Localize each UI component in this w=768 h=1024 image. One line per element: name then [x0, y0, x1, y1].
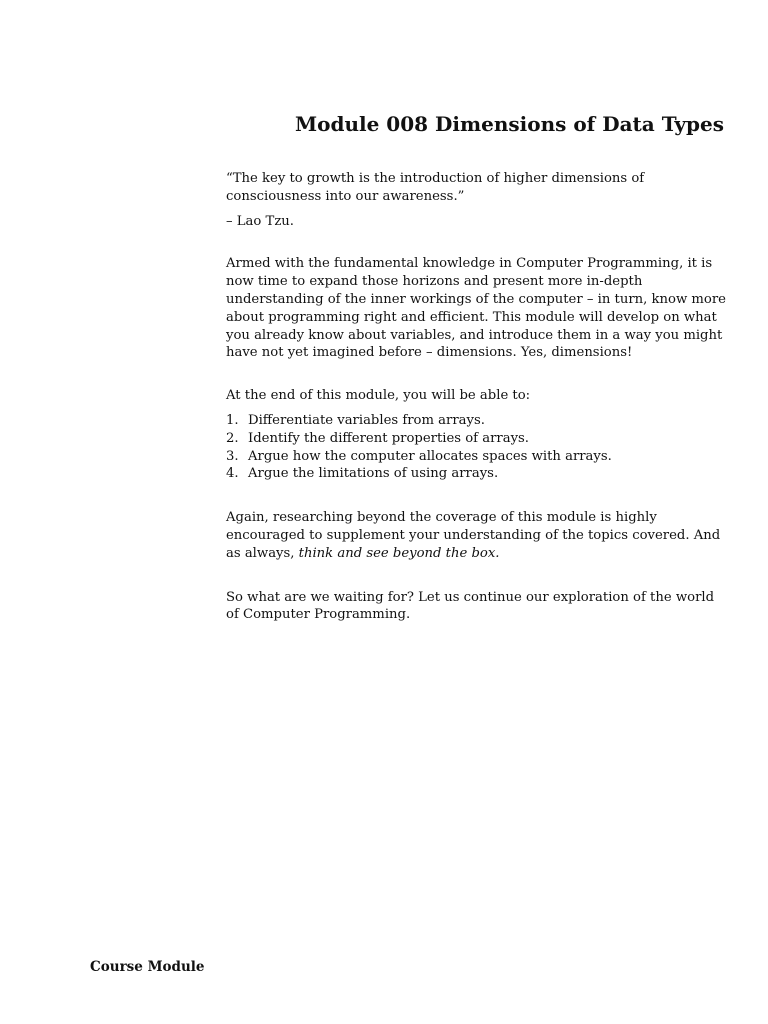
- closing-paragraph: So what are we waiting for? Let us continue our exploration of the world of Computer Programming.: [226, 589, 715, 623]
- objective-number: 2.: [226, 430, 239, 446]
- objective-text: Identify the different properties of arrays.: [248, 430, 529, 446]
- objective-text: Differentiate variables from arrays.: [248, 412, 485, 428]
- intro-paragraph: Armed with the fundamental knowledge in Computer Programming, it is now time to expand those horizons and present more in-depth understanding of the inner workings of the computer – in turn, know more about programming right and efficient. This module will develop on what you already know about variables, and introduce them in a way you might have not yet imagined before – dimensions. Yes, dimensions!: [226, 256, 726, 361]
- module-title: Module 008 Dimensions of Data Types: [295, 112, 724, 136]
- objective-item: [226, 412, 726, 430]
- epigraph-quote: “The key to growth is the introduction of higher dimensions of consciousness into our awareness.”: [226, 171, 645, 204]
- objective-number: 1.: [226, 412, 239, 428]
- objective-item: [226, 465, 726, 483]
- objective-number: 3.: [226, 448, 239, 464]
- objective-number: 4.: [226, 466, 239, 482]
- research-text: Again, researching beyond the coverage of this module is highly encouraged to supplement your understanding of the topics covered. And as always,: [226, 510, 721, 561]
- research-paragraph: [226, 509, 726, 562]
- research-emphasis: think and see beyond the box.: [298, 545, 500, 561]
- objective-text: Argue the limitations of using arrays.: [248, 466, 499, 482]
- module-body: [226, 170, 726, 624]
- epigraph-author: – Lao Tzu.: [226, 213, 294, 229]
- objective-item: [226, 448, 726, 466]
- objective-item: [226, 430, 726, 448]
- objectives-list: [226, 412, 726, 483]
- objectives-lead: At the end of this module, you will be able to:: [226, 388, 531, 404]
- objective-text: Argue how the computer allocates spaces with arrays.: [248, 448, 612, 464]
- footer-label: Course Module: [90, 959, 205, 975]
